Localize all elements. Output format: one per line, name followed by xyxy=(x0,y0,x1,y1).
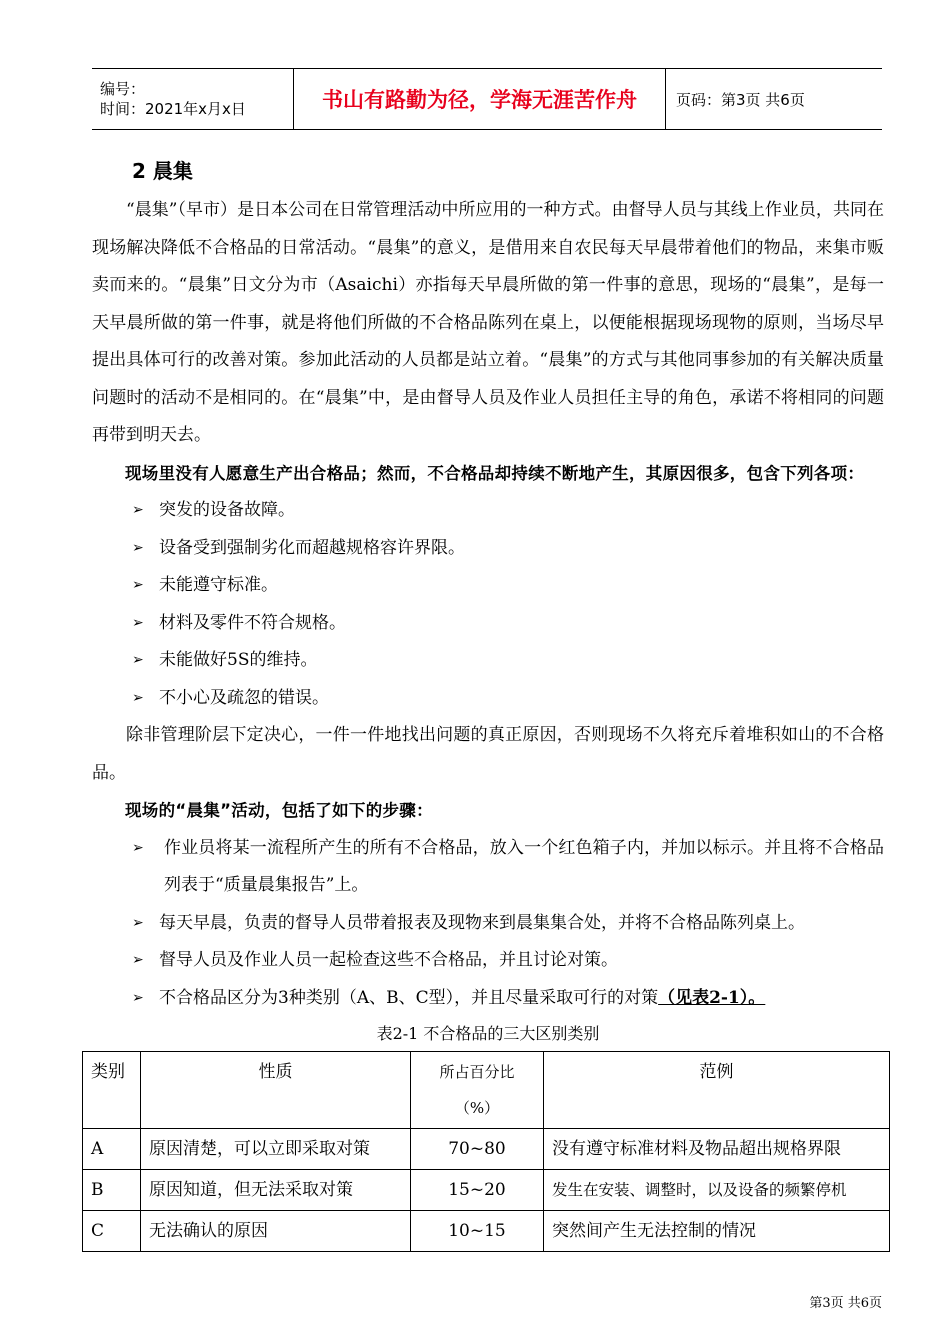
arrow-bullet-icon: ➢ xyxy=(132,689,144,706)
conclusion-paragraph: 除非管理阶层下定决心，一件一件地找出问题的真正原因，否则现场不久将充斥着堆积如山的不合格品。 xyxy=(92,725,884,783)
list-item: ➢ 作业员将某一流程所产生的所有不合格品，放入一个红色箱子内，并加以标示。并且将不合格品列表于“质量晨集报告”上。 xyxy=(92,830,884,905)
row-percent: 10~15 xyxy=(411,1211,544,1252)
row-category: B xyxy=(83,1170,141,1211)
row-percent: 15~20 xyxy=(411,1170,544,1211)
defect-category-table xyxy=(82,1051,890,1252)
page-footer: 第3页 共6页 xyxy=(809,1296,882,1311)
header-number: 编号： xyxy=(100,80,146,98)
arrow-bullet-icon: ➢ xyxy=(132,839,144,856)
document-body xyxy=(92,150,884,1252)
arrow-bullet-icon: ➢ xyxy=(132,989,144,1006)
row-category: C xyxy=(83,1211,141,1252)
intro-paragraph: “晨集”（早市）是日本公司在日常管理活动中所应用的一种方式。由督导人员与其线上作业员，共同在现场解决降低不合格品的日常活动。“晨集”的意义，是借用来自农民每天早晨带着他们的物品，来集市贩卖而来的。“晨集”日文分为市（Asaichi）亦指每天早晨所做的第一件事的意思，现场的“晨集”，是每一天早晨所做的第一件事，就是将他们所做的不合格品陈列在桌上，以便能根据现场现物的原则，当场尽早提出具体可行的改善对策。参加此活动的人员都是站立着。“晨集”的方式与其他同事参加的有关解决质量问题时的活动不是相同的。在“晨集”中，是由督导人员及作业人员担任主导的角色，承诺不将相同的问题再带到明天去。 xyxy=(92,200,884,445)
arrow-bullet-icon: ➢ xyxy=(132,502,144,518)
list-item: ➢ 不小心及疏忽的错误。 xyxy=(92,680,884,718)
header-meta xyxy=(92,69,294,129)
list-item: ➢ 材料及零件不符合规格。 xyxy=(92,605,884,643)
arrow-bullet-icon: ➢ xyxy=(132,952,144,968)
row-category: A xyxy=(83,1129,141,1170)
causes-list xyxy=(92,492,884,717)
list-item: ➢ 督导人员及作业人员一起检查这些不合格品，并且讨论对策。 xyxy=(92,942,884,980)
table-header-row xyxy=(83,1052,890,1129)
table-reference-link: （见表2-1）。 xyxy=(658,987,766,1008)
list-item: ➢ 未能遵守标准。 xyxy=(92,567,884,605)
table-row xyxy=(83,1129,890,1170)
row-example: 突然间产生无法控制的情况 xyxy=(544,1211,890,1252)
row-nature: 原因知道，但无法采取对策 xyxy=(141,1170,411,1211)
arrow-bullet-icon: ➢ xyxy=(132,914,144,931)
causes-intro: 现场里没有人愿意生产出合格品；然而，不合格品却持续不断地产生，其原因很多，包含下列各项： xyxy=(125,463,865,483)
header-page: 页码：第3页 共6页 xyxy=(676,90,805,109)
page-header xyxy=(92,68,882,130)
table-caption: 表2-1 不合格品的三大区别类别 xyxy=(376,1024,600,1043)
steps-intro: 现场的“晨集”活动，包括了如下的步骤： xyxy=(125,801,433,820)
table-row xyxy=(83,1170,890,1211)
row-example: 发生在安装、调整时，以及设备的频繁停机 xyxy=(544,1170,890,1211)
header-motto: 书山有路勤为径，学海无涯苦作舟 xyxy=(322,88,637,112)
header-category: 类别 xyxy=(83,1052,141,1129)
row-nature: 原因清楚，可以立即采取对策 xyxy=(141,1129,411,1170)
header-example: 范例 xyxy=(544,1052,890,1129)
row-nature: 无法确认的原因 xyxy=(141,1211,411,1252)
section-title: 2 晨集 xyxy=(132,159,193,183)
arrow-bullet-icon: ➢ xyxy=(132,652,144,668)
steps-list xyxy=(92,830,884,1018)
last-step-text: 不合格品区分为3种类别（A、B、C型），并且尽量采取可行的对策 xyxy=(159,987,659,1008)
arrow-bullet-icon: ➢ xyxy=(132,577,144,593)
list-item: ➢ 每天早晨，负责的督导人员带着报表及现物来到晨集集合处，并将不合格品陈列桌上。 xyxy=(92,905,884,943)
list-item: ➢ 设备受到强制劣化而超越规格容许界限。 xyxy=(92,530,884,568)
arrow-bullet-icon: ➢ xyxy=(132,614,144,631)
header-percent: 所占百分比 （%） xyxy=(411,1052,544,1129)
arrow-bullet-icon: ➢ xyxy=(132,539,144,556)
row-example: 没有遵守标准材料及物品超出规格界限 xyxy=(544,1129,890,1170)
list-item: ➢ 突发的设备故障。 xyxy=(92,492,884,530)
list-item: ➢ 未能做好5S的维持。 xyxy=(92,642,884,680)
list-item xyxy=(92,980,884,1018)
header-time: 时间：2021年x月x日 xyxy=(100,100,246,118)
header-motto-cell xyxy=(294,69,666,129)
table-row xyxy=(83,1211,890,1252)
header-nature: 性质 xyxy=(141,1052,411,1129)
row-percent: 70~80 xyxy=(411,1129,544,1170)
